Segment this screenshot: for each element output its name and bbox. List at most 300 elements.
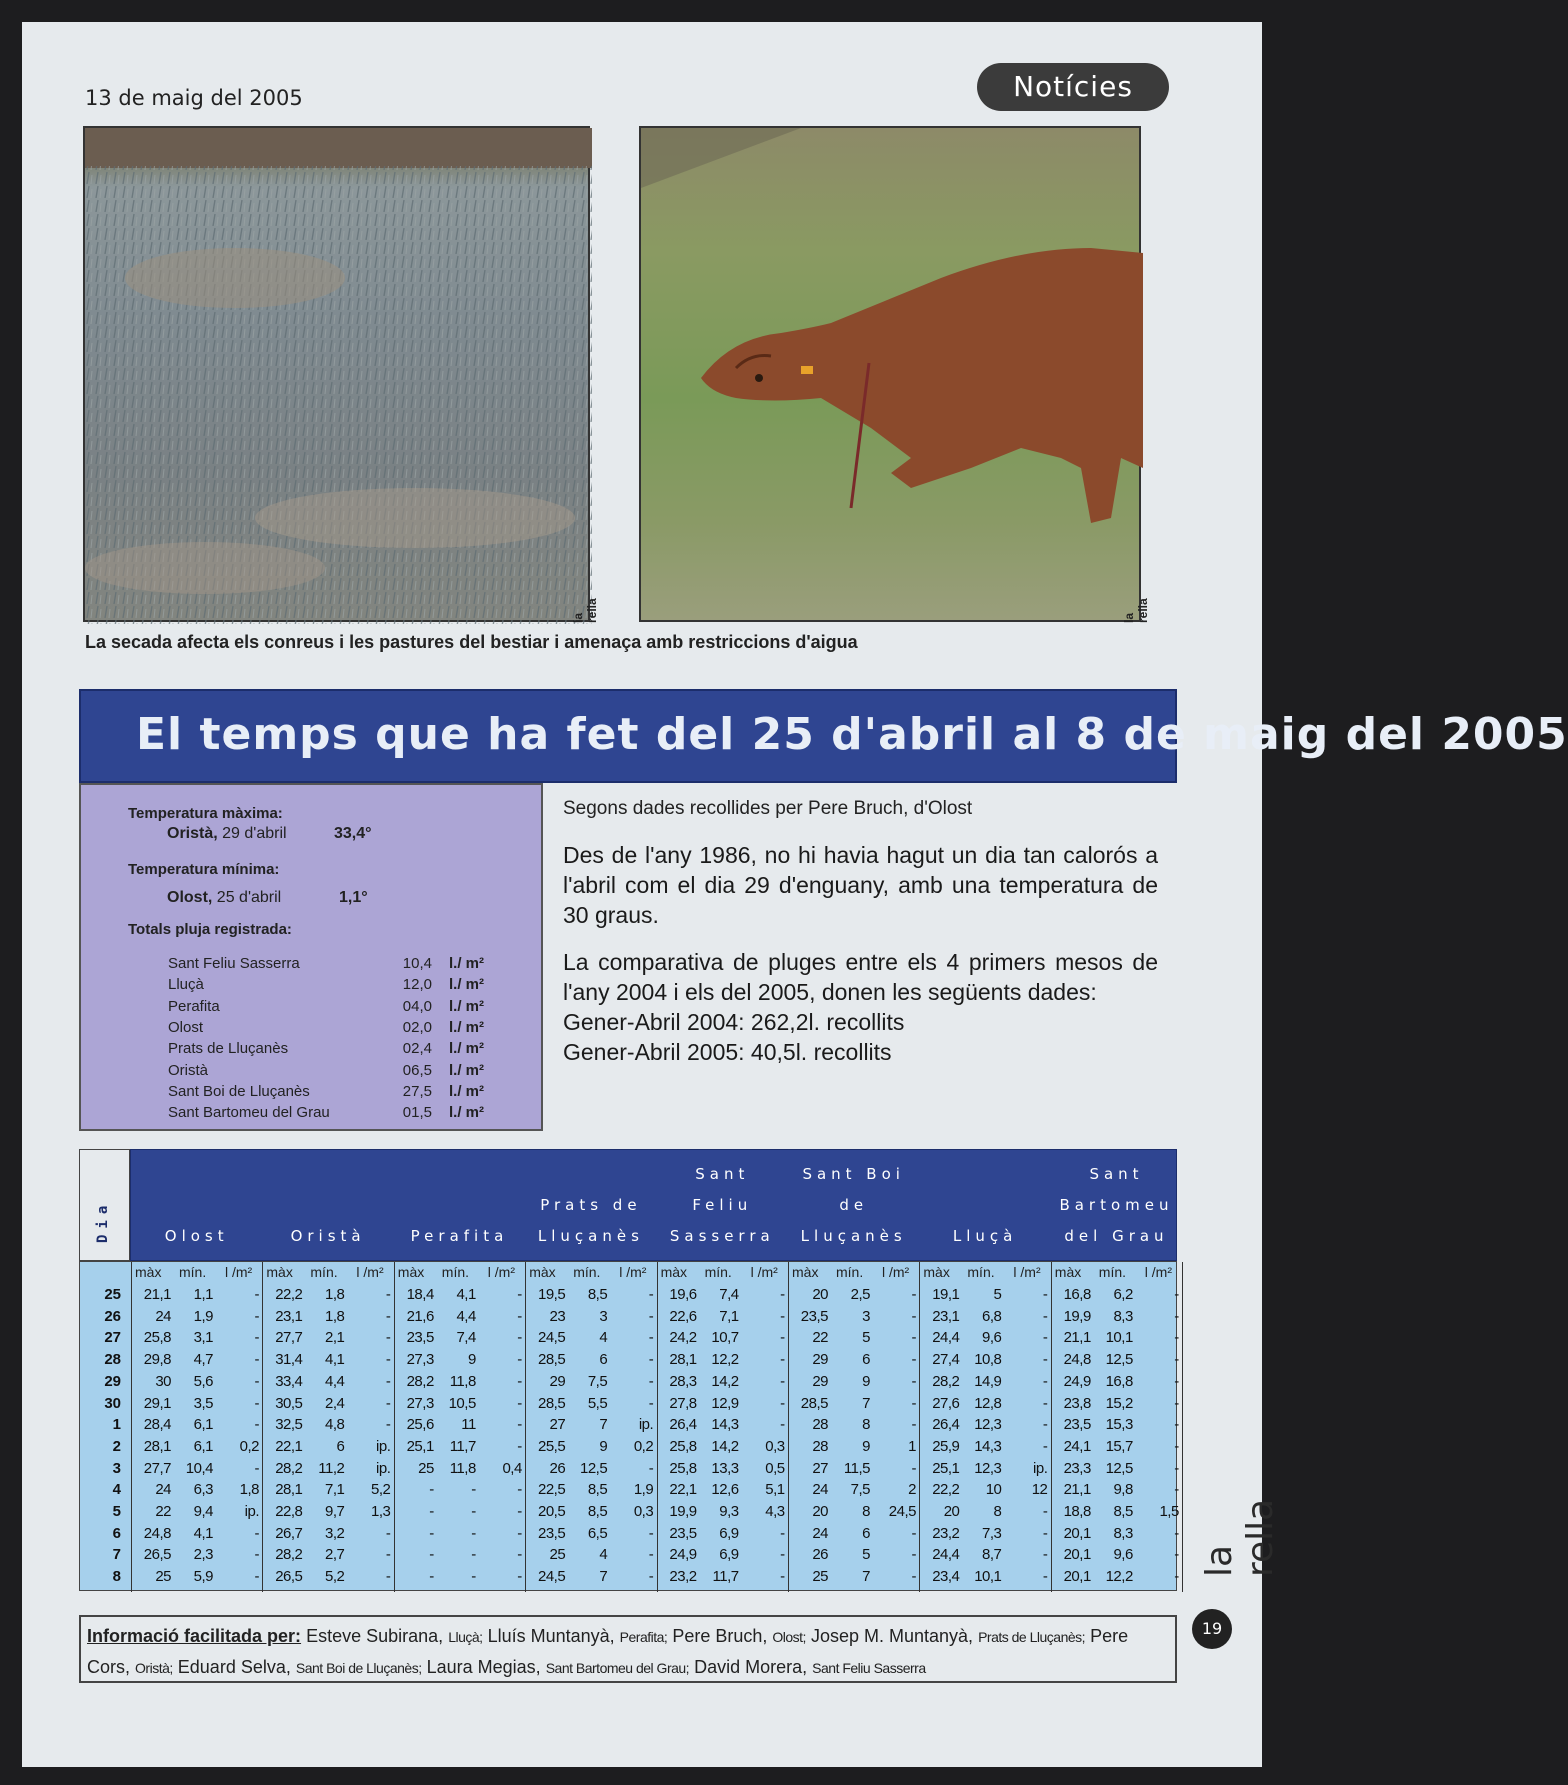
min-temp-cell: 6 <box>862 1351 870 1369</box>
rain-total-row <box>168 1104 518 1125</box>
rain-cell: - <box>517 1394 522 1412</box>
min-temp-cell: 4,8 <box>325 1416 345 1434</box>
rain-cell: 0,3 <box>633 1503 654 1520</box>
max-temp-value: 33,4° <box>334 825 372 842</box>
sub-header: màx <box>660 1264 688 1280</box>
rain-cell: - <box>1042 1416 1048 1434</box>
rain-cell: - <box>517 1351 522 1369</box>
max-temp-cell: 28,4 <box>143 1416 171 1434</box>
rain-cell: 4,3 <box>765 1503 785 1520</box>
data-source: Segons dades recollides per Pere Bruch, d'Olost <box>563 798 973 819</box>
sub-header: l /m² <box>619 1264 647 1280</box>
min-temp-cell: 10,1 <box>1105 1329 1133 1347</box>
day-number: 25 <box>104 1286 121 1303</box>
credits-box <box>79 1615 1177 1683</box>
min-temp-cell: 12,9 <box>711 1394 739 1412</box>
max-temp-cell: 28 <box>812 1416 828 1434</box>
max-temp-cell: 24 <box>155 1481 171 1499</box>
credit-person-place: Perafita; <box>619 1629 668 1645</box>
min-temp-cell: 2,7 <box>325 1546 345 1564</box>
rain-cell: - <box>648 1394 654 1412</box>
max-temp-cell: 24,8 <box>143 1524 171 1542</box>
max-temp-cell: 33,4 <box>275 1372 303 1390</box>
rain-cell: - <box>1174 1307 1179 1325</box>
min-temp-cell: 4,7 <box>193 1351 213 1369</box>
max-temp-cell: - <box>429 1503 434 1520</box>
max-temp-cell: 30 <box>155 1372 171 1390</box>
min-temp-cell: 7,3 <box>982 1524 1002 1542</box>
rain-cell: - <box>648 1524 654 1542</box>
max-temp-cell: 26 <box>549 1459 566 1477</box>
newspaper-page <box>22 22 1568 1767</box>
rain-cell: - <box>648 1307 654 1325</box>
rain-cell: - <box>1042 1437 1048 1455</box>
min-temp-cell: 6,9 <box>719 1524 739 1542</box>
min-temp-cell: 6 <box>336 1437 345 1455</box>
credit-person-place: Sant Boi de Lluçanès; <box>295 1660 422 1676</box>
rain-cell: - <box>780 1372 785 1390</box>
max-temp-cell: 23,4 <box>932 1568 960 1586</box>
rain-cell: 0,2 <box>239 1437 259 1455</box>
sub-header: mín. <box>1098 1264 1127 1280</box>
max-temp-cell: 22,5 <box>537 1481 566 1499</box>
weather-title: El temps que ha fet del 25 d'abril al 8 de maig del 2005 <box>136 709 1568 760</box>
sub-header: l /m² <box>356 1264 384 1280</box>
credit-person-name: Laura Megias, <box>426 1657 541 1677</box>
max-temp-cell: 24 <box>812 1524 828 1542</box>
min-temp-cell: 2,5 <box>850 1286 870 1303</box>
rain-cell: - <box>1042 1568 1048 1586</box>
max-temp-cell: 32,5 <box>275 1416 303 1434</box>
max-temp-cell: 22,1 <box>669 1481 697 1499</box>
max-temp-cell: 20 <box>812 1503 828 1520</box>
min-temp-cell: 8,5 <box>587 1286 608 1303</box>
max-temp-cell: 28,5 <box>800 1394 828 1412</box>
rain-cell: - <box>1174 1286 1179 1303</box>
rain-cell: - <box>1042 1503 1048 1520</box>
rain-cell: ip. <box>376 1459 391 1477</box>
rain-cell: - <box>780 1546 785 1564</box>
rain-cell: - <box>385 1329 391 1347</box>
rain-total-row <box>168 1019 518 1040</box>
max-temp-cell: - <box>429 1524 434 1542</box>
rain-cell: - <box>254 1351 259 1369</box>
min-temp-place: Olost, <box>167 889 213 906</box>
max-temp-cell: 27,3 <box>406 1394 434 1412</box>
min-temp-cell: 4,1 <box>193 1524 213 1542</box>
sub-header: màx <box>397 1264 425 1280</box>
rain-cell: 0,5 <box>765 1459 785 1477</box>
credit-person-place: Sant Feliu Sasserra <box>812 1660 926 1676</box>
rain-cell: - <box>648 1286 654 1303</box>
sub-header: mín. <box>441 1264 470 1280</box>
max-temp-cell: 25,6 <box>406 1416 434 1434</box>
max-temp-cell: 19,9 <box>1063 1307 1091 1325</box>
min-temp-cell: - <box>471 1524 476 1542</box>
min-temp-cell: 5,2 <box>325 1568 345 1586</box>
credit-person-place: Sant Bartomeu del Grau; <box>545 1660 690 1676</box>
max-temp-cell: 18,4 <box>406 1286 434 1303</box>
min-temp-cell: 5 <box>862 1329 870 1347</box>
min-temp-cell: 6,3 <box>193 1481 213 1499</box>
rain-comparison-paragraph <box>563 947 1158 1067</box>
rain-cell: - <box>911 1524 916 1542</box>
photo-credit: la rella <box>1122 598 1150 623</box>
max-temp-cell: 27,7 <box>143 1459 171 1477</box>
min-temp-cell: 8,5 <box>587 1503 608 1520</box>
credit-person-place: Lluçà; <box>448 1629 483 1645</box>
max-temp-cell: 28,5 <box>537 1351 566 1369</box>
max-temp-cell: 19,9 <box>669 1503 697 1520</box>
max-temp-cell: 23,5 <box>800 1307 828 1325</box>
max-temp-cell: 18,8 <box>1063 1503 1091 1520</box>
min-temp-cell: 8,5 <box>587 1481 608 1499</box>
rain-cell: - <box>1042 1329 1048 1347</box>
min-temp-cell: 7 <box>599 1568 608 1586</box>
max-temp-cell: 27 <box>812 1459 828 1477</box>
rain-cell: - <box>385 1546 391 1564</box>
min-temp-cell: 3 <box>862 1307 870 1325</box>
weather-stats-box <box>79 783 543 1131</box>
rain-cell: - <box>780 1394 785 1412</box>
max-temp-cell: 20 <box>943 1503 960 1520</box>
max-temp-cell: 25 <box>155 1568 171 1586</box>
rain-cell: 1 <box>908 1437 916 1455</box>
rain-cell: - <box>254 1394 259 1412</box>
min-temp-cell: 15,2 <box>1105 1394 1133 1412</box>
min-temp-cell: 12,3 <box>974 1459 1002 1477</box>
sub-header: màx <box>923 1264 950 1280</box>
rain-cell: - <box>385 1524 391 1542</box>
rain-cell: 1,3 <box>371 1503 391 1520</box>
rain-cell: - <box>385 1351 391 1369</box>
rain-cell: - <box>1174 1329 1179 1347</box>
min-temp-cell: 9,6 <box>1113 1546 1133 1564</box>
rain-cell: - <box>1174 1481 1179 1499</box>
day-number: 3 <box>112 1459 121 1477</box>
max-temp-cell: 27,8 <box>669 1394 697 1412</box>
day-number: 30 <box>104 1394 121 1412</box>
min-temp-cell: 5,6 <box>193 1372 213 1390</box>
max-temp-cell: 21,6 <box>406 1307 434 1325</box>
column-divider <box>525 1262 526 1592</box>
max-temp-cell: 21,1 <box>1063 1329 1091 1347</box>
max-temp-cell: 27,6 <box>932 1394 960 1412</box>
max-temp-cell: 19,5 <box>537 1286 566 1303</box>
min-temp-cell: 7,1 <box>719 1307 739 1325</box>
rain-station-name: Perafita <box>168 997 220 1015</box>
max-temp-cell: 23,5 <box>537 1524 566 1542</box>
credit-person-name: Eduard Selva, <box>177 1657 291 1677</box>
rain-cell: - <box>517 1329 522 1347</box>
rain-total-row <box>168 955 518 976</box>
rain-cell: - <box>648 1329 654 1347</box>
rain-cell: - <box>648 1351 654 1369</box>
rain-cell: - <box>1174 1568 1179 1586</box>
max-temp-cell: 16,8 <box>1063 1286 1091 1303</box>
max-temp-cell: 23,2 <box>669 1568 697 1586</box>
rain-cell: - <box>1174 1546 1179 1564</box>
min-temp-cell: 4,1 <box>456 1286 476 1303</box>
max-temp-cell: 25,9 <box>932 1437 960 1455</box>
rain-cell: - <box>1042 1351 1048 1369</box>
rain-cell: 1,9 <box>633 1481 654 1499</box>
max-temp-cell: 29,8 <box>143 1351 171 1369</box>
min-temp-cell: 14,3 <box>711 1416 739 1434</box>
sub-header: mín. <box>836 1264 864 1280</box>
min-temp-cell: 8,3 <box>1113 1524 1133 1542</box>
rain-cell: - <box>517 1416 522 1434</box>
max-temp-cell: 19,6 <box>669 1286 697 1303</box>
rain-cell: 2 <box>908 1481 916 1499</box>
min-temp-cell: 1,1 <box>193 1286 213 1303</box>
max-temp-cell: - <box>429 1568 434 1586</box>
rain-cell: - <box>385 1307 391 1325</box>
max-temp-cell: 27,4 <box>932 1351 960 1369</box>
rain-cell: ip. <box>244 1503 259 1520</box>
rain-cell: - <box>780 1286 785 1303</box>
rain-cell: - <box>517 1481 522 1499</box>
max-temp-cell: 23,5 <box>406 1329 434 1347</box>
max-temp-cell: 26,5 <box>143 1546 171 1564</box>
min-temp-cell: 11,2 <box>318 1459 345 1477</box>
max-temp-cell: 20,5 <box>537 1503 566 1520</box>
max-temp-cell: 24,4 <box>932 1546 960 1564</box>
credit-person-place: Prats de Lluçanès; <box>978 1629 1086 1645</box>
max-temp-cell: 28,2 <box>932 1372 960 1390</box>
rain-2004-line: Gener-Abril 2004: 262,2l. recollits <box>563 1009 905 1035</box>
max-temp-cell: 27 <box>549 1416 566 1434</box>
brand-logo: la rella <box>1199 1498 1281 1577</box>
rain-cell: - <box>780 1307 785 1325</box>
max-temp-cell: 24,5 <box>537 1568 566 1586</box>
min-temp-cell: 8 <box>993 1503 1002 1520</box>
min-temp-cell: 7 <box>599 1416 608 1434</box>
rain-cell: - <box>254 1546 259 1564</box>
max-temp-cell: 22,6 <box>669 1307 697 1325</box>
rain-cell: - <box>385 1372 391 1390</box>
rain-total-row <box>168 1062 518 1083</box>
photo-cow <box>639 126 1150 623</box>
max-temp-cell: 26 <box>812 1546 828 1564</box>
day-number: 28 <box>104 1351 121 1369</box>
rain-cell: - <box>780 1568 785 1586</box>
max-temp-cell: 25,1 <box>406 1437 434 1455</box>
max-temp-cell: - <box>429 1481 434 1499</box>
rain-cell: - <box>254 1416 259 1434</box>
min-temp-cell: 7,1 <box>325 1481 345 1499</box>
rain-station-unit: l./ m² <box>449 1061 485 1079</box>
daily-weather-table <box>79 1149 1177 1615</box>
day-number: 4 <box>112 1481 121 1499</box>
credit-person-place: Oristà; <box>135 1660 173 1676</box>
min-temp-date: 25 d'abril <box>216 889 282 906</box>
rain-station-unit: l./ m² <box>449 997 485 1015</box>
max-temp-cell: 23,1 <box>932 1307 960 1325</box>
min-temp-cell: 16,8 <box>1105 1372 1133 1390</box>
max-temp-cell: 28,2 <box>406 1372 434 1390</box>
rain-station-value: 04,0 <box>402 997 432 1015</box>
rain-cell: - <box>517 1568 522 1586</box>
rain-cell: - <box>911 1307 916 1325</box>
min-temp-cell: 6,9 <box>719 1546 739 1564</box>
sub-header: mín. <box>310 1264 338 1280</box>
rain-cell: 5,1 <box>765 1481 785 1499</box>
min-temp-cell: 9,6 <box>982 1329 1002 1347</box>
sub-header: màx <box>529 1264 556 1280</box>
rain-cell: - <box>517 1546 522 1564</box>
sub-header: mín. <box>967 1264 995 1280</box>
max-temp-place: Oristà, <box>167 825 218 842</box>
rain-cell: - <box>254 1329 259 1347</box>
rain-cell: ip. <box>638 1416 654 1434</box>
rain-station-value: 02,4 <box>402 1040 432 1058</box>
max-temp-cell: 19,1 <box>932 1286 960 1303</box>
max-temp-cell: 24,9 <box>669 1546 697 1564</box>
max-temp-cell: 25 <box>812 1568 828 1586</box>
sub-header: l /m² <box>1144 1264 1173 1280</box>
max-temp-cell: 20,1 <box>1063 1546 1091 1564</box>
min-temp-cell: - <box>471 1568 476 1586</box>
rain-station-name: Sant Feliu Sasserra <box>168 955 300 972</box>
max-temp-cell: 23,5 <box>669 1524 697 1542</box>
min-temp-cell: 4,4 <box>456 1307 476 1325</box>
max-temp-cell: 24,9 <box>1063 1372 1091 1390</box>
max-temp-cell: 26,4 <box>932 1416 960 1434</box>
max-temp-date: 29 d'abril <box>222 825 287 842</box>
rain-cell: - <box>911 1459 916 1477</box>
rain-cell: - <box>517 1503 522 1520</box>
min-temp-cell: 11,7 <box>712 1568 739 1586</box>
rain-cell: - <box>648 1546 654 1564</box>
station-header: Sant Bartomeu del Grau <box>1059 1165 1174 1245</box>
rain-cell: - <box>1174 1351 1179 1369</box>
min-temp-cell: 6,1 <box>193 1437 213 1455</box>
max-temp-cell: 24 <box>812 1481 828 1499</box>
max-temp-cell: 22,8 <box>275 1503 303 1520</box>
credit-person-name: Esteve Subirana, <box>306 1626 444 1646</box>
max-temp-cell: 21,1 <box>143 1286 171 1303</box>
min-temp-cell: 12,5 <box>1105 1459 1133 1477</box>
day-column-header <box>79 1149 130 1261</box>
station-header: Perafita <box>410 1227 509 1245</box>
min-temp-cell: 12,2 <box>711 1351 739 1369</box>
max-temp-cell: 25 <box>549 1546 566 1564</box>
max-temp-cell: 22,2 <box>275 1286 303 1303</box>
rain-cell: - <box>780 1329 785 1347</box>
rain-cell: - <box>517 1372 522 1390</box>
rain-cell: 5,2 <box>371 1481 391 1499</box>
min-temp-cell: 14,3 <box>974 1437 1002 1455</box>
max-temp-cell: 26,7 <box>275 1524 303 1542</box>
min-temp-cell: 15,3 <box>1105 1416 1133 1434</box>
sub-header: l /m² <box>882 1264 910 1280</box>
sub-header: l /m² <box>225 1264 253 1280</box>
day-number: 27 <box>104 1329 121 1347</box>
max-temp-cell: 23 <box>549 1307 566 1325</box>
min-temp-cell: 14,2 <box>711 1437 739 1455</box>
rain-total-row <box>168 976 518 997</box>
min-temp-cell: 1,8 <box>325 1307 345 1325</box>
rain-cell: 24,5 <box>888 1503 916 1520</box>
rain-cell: - <box>1174 1459 1179 1477</box>
min-temp-cell: 12,5 <box>1105 1351 1133 1369</box>
min-temp-cell: 1,9 <box>193 1307 213 1325</box>
rain-total-row <box>168 998 518 1019</box>
min-temp-cell: 5,5 <box>587 1394 608 1412</box>
min-temp-cell: 9 <box>467 1351 476 1369</box>
min-temp-cell: 3,1 <box>193 1329 213 1347</box>
max-temp-cell: 22 <box>812 1329 828 1347</box>
max-temp-cell: 22 <box>155 1503 171 1520</box>
photo-dry-field <box>83 126 599 623</box>
min-temp-cell: 7,4 <box>719 1286 739 1303</box>
min-temp-cell: 12,5 <box>579 1459 608 1477</box>
min-temp-cell: 15,7 <box>1105 1437 1133 1455</box>
max-temp-cell: 24,1 <box>1063 1437 1091 1455</box>
rain-cell: - <box>911 1351 916 1369</box>
min-temp-cell: 7,5 <box>587 1372 608 1390</box>
rain-cell: - <box>1174 1524 1179 1542</box>
min-temp-cell: 4 <box>599 1329 608 1347</box>
sub-header: mín. <box>704 1264 732 1280</box>
rain-cell: - <box>1042 1524 1048 1542</box>
rain-station-value: 01,5 <box>402 1104 432 1122</box>
rain-cell: - <box>911 1286 916 1303</box>
page-number: 19 <box>1192 1609 1232 1649</box>
sub-header: mín. <box>573 1264 601 1280</box>
rain-cell: - <box>1042 1546 1048 1564</box>
max-temp-line <box>167 825 287 843</box>
min-temp-cell: 7 <box>862 1568 870 1586</box>
sub-header: màx <box>135 1264 162 1280</box>
column-divider <box>394 1262 395 1592</box>
min-temp-label: Temperatura mínima: <box>128 861 280 878</box>
max-temp-cell: 24,4 <box>932 1329 960 1347</box>
rain-total-label: Totals pluja registrada: <box>128 921 292 938</box>
min-temp-cell: 5,9 <box>193 1568 213 1586</box>
issue-date: 13 de maig del 2005 <box>85 86 303 110</box>
rain-cell: - <box>385 1416 391 1434</box>
min-temp-cell: 12,6 <box>711 1481 739 1499</box>
min-temp-cell: 11,8 <box>449 1459 476 1477</box>
rain-station-name: Olost <box>168 1018 204 1036</box>
station-header: Lluçà <box>952 1227 1018 1245</box>
rain-station-name: Lluçà <box>168 976 204 994</box>
rain-station-value: 27,5 <box>402 1082 432 1100</box>
column-divider <box>1051 1262 1052 1592</box>
sub-header: l /m² <box>1013 1264 1041 1280</box>
column-divider <box>262 1262 263 1592</box>
max-temp-cell: 23,3 <box>1063 1459 1091 1477</box>
min-temp-cell: 12,3 <box>974 1416 1002 1434</box>
rain-cell: - <box>780 1524 785 1542</box>
rain-station-name: Prats de Lluçanès <box>168 1040 289 1058</box>
day-number: 8 <box>112 1568 121 1586</box>
rain-station-value: 10,4 <box>402 955 432 972</box>
rain-cell: ip. <box>376 1437 391 1455</box>
max-temp-cell: 28,1 <box>669 1351 697 1369</box>
day-column-label: Dia <box>95 1199 111 1243</box>
station-header: Sant Boi de Lluçanès <box>800 1165 907 1245</box>
rain-cell: - <box>1174 1394 1179 1412</box>
rain-cell: - <box>648 1568 654 1586</box>
max-temp-cell: 24,8 <box>1063 1351 1091 1369</box>
min-temp-cell: 11,5 <box>843 1459 870 1477</box>
column-divider <box>657 1262 658 1592</box>
min-temp-cell: 8,3 <box>1113 1307 1133 1325</box>
max-temp-cell: 20,1 <box>1063 1568 1091 1586</box>
